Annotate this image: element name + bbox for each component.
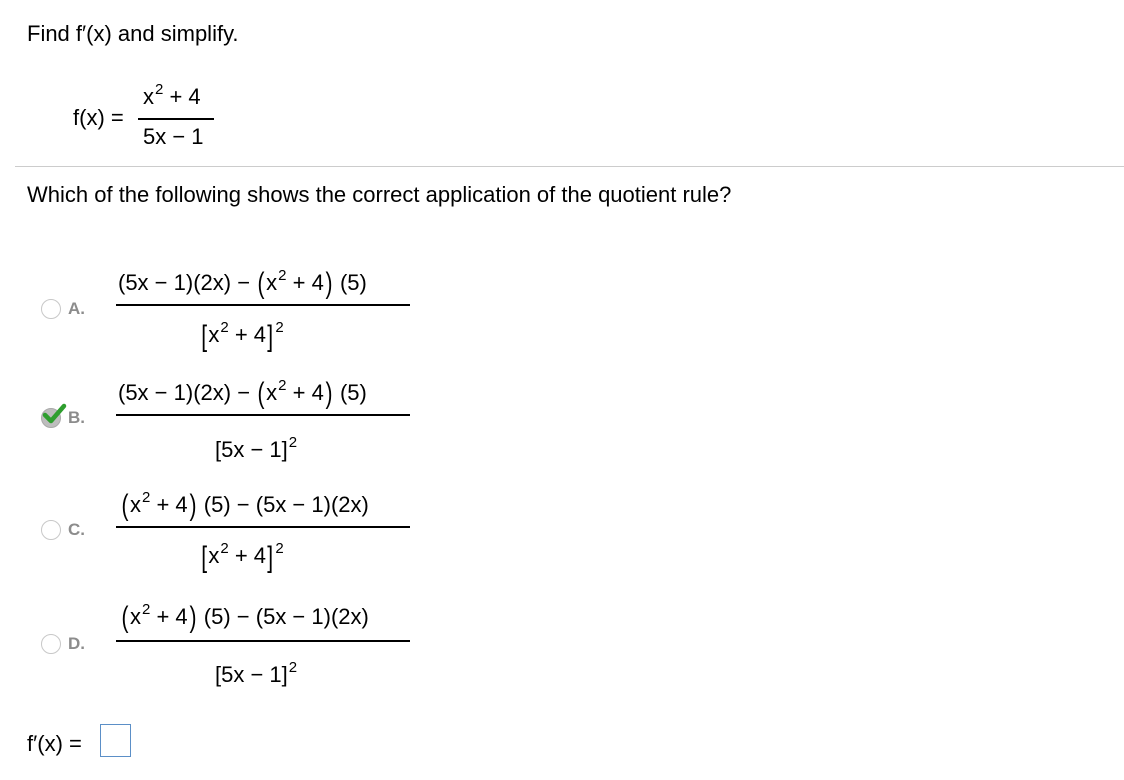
question-text: Which of the following shows the correct application of the quotient rule? [27, 182, 732, 207]
function-denominator: 5x − 1 [143, 124, 204, 149]
option-d-denominator: $[5x - 1]^2$ [215, 659, 298, 687]
checkmark-icon [40, 402, 68, 426]
function-numerator: $x^2 + 4$ [143, 81, 201, 109]
option-d-radio[interactable] [41, 634, 61, 654]
option-a-numerator: $(5x - 1)(2x) - (x^2 + 4)$ (5) [118, 267, 367, 300]
option-b-fraction-bar [116, 414, 410, 416]
function-lhs: f(x) = [73, 105, 124, 130]
option-a-denominator: $[x^2 + 4]$ $^2$ [201, 319, 284, 353]
option-c-fraction-bar [116, 526, 410, 528]
function-fraction-bar [138, 118, 214, 120]
answer-label: f′(x) = [27, 731, 82, 756]
option-a-radio[interactable] [41, 299, 61, 319]
option-d-fraction-bar [116, 640, 410, 642]
option-c-letter: C. [68, 520, 85, 539]
section-divider [15, 166, 1124, 167]
instruction-text: Find f′(x) and simplify. [27, 21, 239, 46]
answer-input[interactable] [100, 724, 131, 757]
option-d-letter: D. [68, 634, 85, 653]
option-c-denominator: $[x^2 + 4]$ $^2$ [201, 540, 284, 574]
option-b-numerator: $(5x - 1)(2x) - (x^2 + 4)$ (5) [118, 377, 367, 410]
option-c-radio[interactable] [41, 520, 61, 540]
option-a-fraction-bar [116, 304, 410, 306]
option-a-letter: A. [68, 299, 85, 318]
option-b-denominator: $[5x - 1]^2$ [215, 434, 298, 462]
option-c-numerator: $(x^2 + 4) (5) - (5x - 1)(2x)$ [121, 489, 369, 522]
option-d-numerator: $(x^2 + 4) (5) - (5x - 1)(2x)$ [121, 601, 369, 634]
option-b-letter: B. [68, 408, 85, 427]
